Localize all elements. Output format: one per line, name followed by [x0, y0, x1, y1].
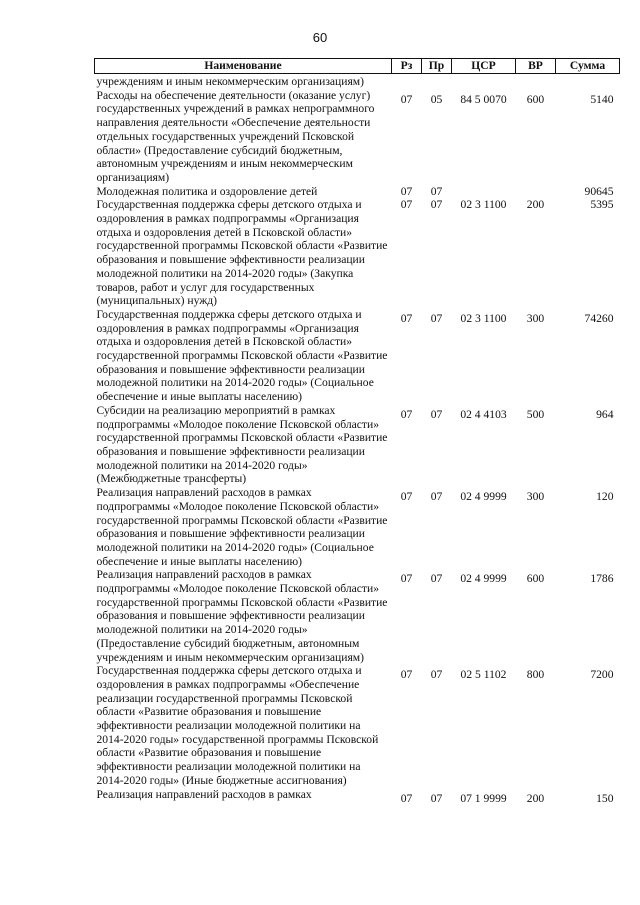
- header-pr: Пр: [422, 59, 452, 74]
- row-vr: 200: [526, 198, 545, 212]
- row-vr: 200: [526, 791, 545, 805]
- row-rz: 07: [400, 668, 413, 682]
- table-row: [95, 89, 620, 185]
- row-rz: 07: [400, 407, 413, 421]
- row-name: Реализация направлений расходов в рамках: [96, 787, 312, 801]
- table-row: [95, 568, 620, 664]
- header-row: [95, 59, 620, 74]
- row-vr: 300: [526, 490, 545, 504]
- row-vr: 300: [526, 311, 545, 325]
- row-name: Расходы на обеспечение деятельности (оказание услуг) государственных учреждений в рамках непрограммного направления деятельности «Обеспечение деятельности отдельных государственных учреждений Псковской области» (Предоставление субсидий бюджетным, автономным учреждениям и иным некоммерческим организациям): [96, 88, 375, 184]
- row-name: Государственная поддержка сферы детского отдыха и оздоровления в рамках подпрограммы «Организация отдыха и оздоровления детей в Псковской области» государственной программы Псковской области «Развитие образования и повышение эффективности реализации молодежной политики на 2014-2020 годы» (Закупка товаров, работ и услуг для государственных (муниципальных) нужд): [96, 198, 388, 308]
- row-csr: 02 4 9999: [460, 572, 507, 586]
- table-row: [95, 664, 620, 787]
- row-vr: 800: [526, 668, 545, 682]
- continuation-empty: [516, 74, 556, 89]
- table-row: [95, 486, 620, 568]
- row-csr: 84 5 0070: [460, 92, 507, 106]
- table-row: [95, 308, 620, 404]
- row-rz: 07: [400, 572, 413, 586]
- table-row: [95, 788, 620, 806]
- continuation-empty: [422, 74, 452, 89]
- row-name: Государственная поддержка сферы детского отдыха и оздоровления в рамках подпрограммы «Организация отдыха и оздоровления детей в Псковской области» государственной программы Псковской области «Развитие образования и повышение эффективности реализации молодежной политики на 2014-2020 годы» (Социальное обеспечение и иные выплаты населению): [96, 307, 388, 404]
- row-name: Реализация направлений расходов в рамках подпрограммы «Молодое поколение Псковской области» государственной программы Псковской области «Развитие образования и повышение эффективности реализации молодежной политики на 2014-2020 годы» (Предоставление субсидий бюджетным, автономным учреждениям и иным некоммерческим организациям): [96, 568, 388, 664]
- row-csr: 02 5 1102: [460, 668, 507, 682]
- row-pr: 07: [430, 311, 443, 325]
- row-name: Молодежная политика и оздоровление детей: [96, 184, 318, 198]
- table-body: [95, 74, 620, 806]
- header-sum: Сумма: [556, 59, 620, 74]
- row-csr: 02 4 9999: [460, 490, 507, 504]
- table-row: [95, 404, 620, 486]
- row-vr: 600: [526, 92, 545, 106]
- row-rz: 07: [400, 184, 413, 198]
- row-csr: 07 1 9999: [460, 791, 507, 805]
- continuation-empty: [452, 74, 516, 89]
- row-pr: 05: [430, 92, 443, 106]
- row-pr: 07: [430, 198, 443, 212]
- row-pr: 07: [430, 184, 443, 198]
- header-vr: ВР: [516, 59, 556, 74]
- continuation-empty: [556, 74, 620, 89]
- continuation-row: [95, 74, 620, 89]
- row-name: Субсидии на реализацию мероприятий в рамках подпрограммы «Молодое поколение Псковской области» государственной программы Псковской области «Развитие образования и повышение эффективности реализации молодежной политики на 2014-2020 годы» (Межбюджетные трансферты): [96, 403, 388, 486]
- row-pr: 07: [430, 407, 443, 421]
- row-pr: 07: [430, 668, 443, 682]
- row-sum: 7200: [590, 668, 614, 682]
- table-row: [95, 185, 620, 199]
- row-pr: 07: [430, 490, 443, 504]
- row-pr: 07: [430, 791, 443, 805]
- continuation-text: учреждениям и иным некоммерческим организациям): [96, 75, 364, 88]
- header-name: Наименование: [95, 59, 392, 74]
- row-csr: [452, 185, 516, 199]
- header-rz: Рз: [392, 59, 422, 74]
- row-sum: 5395: [590, 198, 614, 212]
- row-sum: 120: [596, 490, 614, 504]
- row-rz: 07: [400, 791, 413, 805]
- row-sum: 74260: [584, 311, 614, 325]
- row-csr: 02 3 1100: [460, 311, 507, 325]
- row-vr: [516, 185, 556, 199]
- row-rz: 07: [400, 490, 413, 504]
- row-vr: 500: [526, 407, 545, 421]
- row-name: Реализация направлений расходов в рамках подпрограммы «Молодое поколение Псковской области» государственной программы Псковской области «Развитие образования и повышение эффективности реализации молодежной политики на 2014-2020 годы» (Социальное обеспечение и иные выплаты населению): [96, 486, 388, 568]
- row-rz: 07: [400, 198, 413, 212]
- header-csr: ЦСР: [452, 59, 516, 74]
- row-csr: 02 4 4103: [460, 407, 507, 421]
- budget-table: [94, 58, 620, 805]
- row-sum: 90645: [584, 184, 614, 198]
- row-sum: 150: [596, 791, 614, 805]
- table-header: [95, 59, 620, 74]
- row-name: Государственная поддержка сферы детского отдыха и оздоровления в рамках подпрограммы «Обеспечение реализации государственной программы Псковской области «Развитие образования и повышение эффективности реализации молодежной политики на 2014-2020 годы» государственной программы Псковской области «Развитие образования и повышение эффективности реализации молодежной политики на 2014-2020 годы» (Иные бюджетные ассигнования): [96, 664, 379, 787]
- table-row: [95, 198, 620, 308]
- row-sum: 964: [596, 407, 614, 421]
- row-rz: 07: [400, 92, 413, 106]
- row-sum: 1786: [590, 572, 614, 586]
- page-number: 60: [312, 30, 328, 45]
- row-csr: 02 3 1100: [460, 198, 507, 212]
- continuation-empty: [392, 74, 422, 89]
- row-pr: 07: [430, 572, 443, 586]
- row-rz: 07: [400, 311, 413, 325]
- row-vr: 600: [526, 572, 545, 586]
- row-sum: 5140: [590, 92, 614, 106]
